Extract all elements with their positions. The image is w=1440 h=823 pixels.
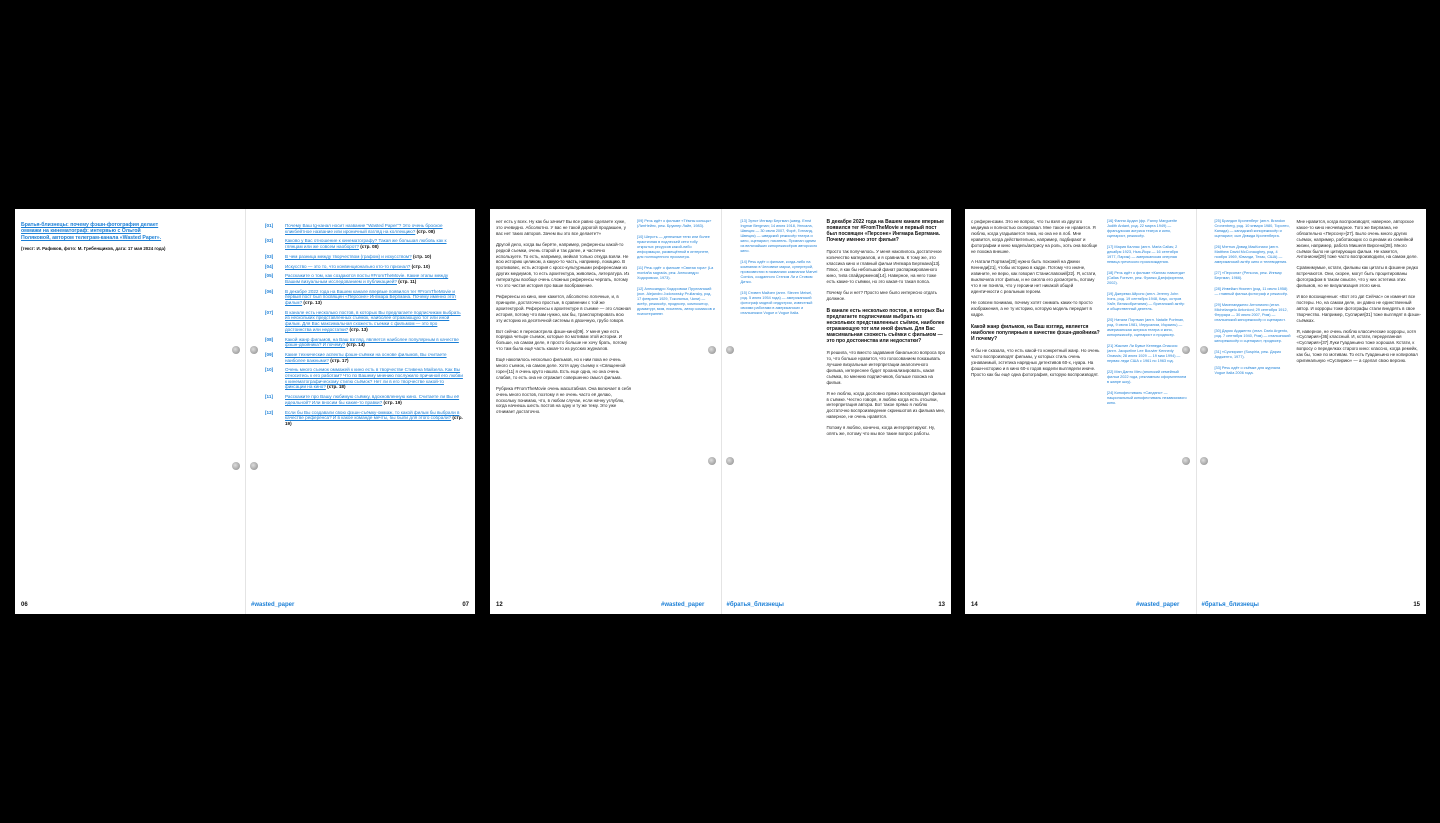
body-paragraph: И все восхищенные: «Вот это да! Сейчас» он изменит все постеры. Но, на самом деле, он давно не единственный автор. И хорроры тоже фотографы стали внедрять в свое творчество. Например, Суспирия[31] тоже выглядят в фэшн-съёмках. (1296, 293, 1421, 323)
footnote: [26] Мэттью Дэвид МакКонахи (англ. Matthew David McConaughey, род. 4 ноября 1969, Ювалди, Техас, США) — американский актёр кино и телевидения. (1214, 245, 1288, 264)
body-paragraph: Вот сейчас я пересмотрела фэшн-кино[09]. У меня уже есть порядка четыре съемок, которые по мотивам этой истории. И больше, на самом деле, я просто больше не хочу брать, потому что там была ещё часть какая-то из русских журналов. (496, 328, 628, 352)
toc-question-link[interactable]: Какие технические аспекты фэшн-съёмки на основе фильмов, Вы считаете наиболее важными? (285, 351, 447, 363)
question-heading: Какой жанр фильмов, на Ваш взгляд, является наиболее популярным в качестве фэшн-двойника? И почему? (971, 323, 1100, 342)
page-number: 07 (462, 602, 469, 608)
footnote: [15] Стивен Майзел (англ. Steven Meisel, род. 5 июня 1954 года) — американский фотограф модной индустрии, известный своими работами в американских и итальянских Vogue и Vogue Italia. (740, 291, 813, 315)
toc-question-block (285, 223, 463, 234)
toc-page-ref: (стр. 19) (383, 399, 402, 405)
body-paragraph: Я решила, что вместо задавания банального вопроса про то, что больше нравится, что голосованием показывать лучшие визуальные интерпретации аналогичного фильма, интереснее будет проанализировать, какая съёмка, по мнению подписчиков, больше похожа на фильм. (826, 350, 946, 385)
toc-question-link[interactable]: Расскажите о том, как создаются посты #FromTheMovie. Какие этапы между Вашим визуальным исследованием и публикацией? (285, 273, 449, 284)
toc-entry[interactable] (265, 238, 463, 249)
toc-page-ref: (стр. 11) (398, 278, 417, 284)
toc-entry[interactable] (265, 410, 463, 427)
binder-ring-icon (726, 457, 734, 465)
binder-ring-icon (232, 346, 240, 354)
page-06 (15, 209, 245, 614)
toc-question-link[interactable]: В чем разница между творчеством (графом) и искусством? (285, 253, 412, 259)
text-column (1297, 219, 1422, 369)
body-paragraph: Ещё накопилось несколько фильмов, но к ним пока не очень много съемок, на самом деле. Хотя одну съемку к «Священной горе»[11] я очень круто нашла. Есть еще одна, но она очень слабая, то есть она не отражает совершенно смысл фильма. (496, 357, 626, 380)
toc-entry[interactable] (265, 264, 463, 270)
binder-ring-icon (1182, 346, 1190, 354)
footnotes-column (741, 219, 821, 322)
footnote: [09] Речь идёт о фильме «Тёмны кольцы» (ЛинНейнс, реж. Брукнер Лайн, 1983). (637, 219, 712, 228)
body-paragraph: Мне нравится, когда воспроизводят, наверное, авторское какое-то кино неочевидное. Того же Бергмана, не обязательно «Персону»[27]. Было очень много других съёмок, например, работающих со сценами из семейной жизни, например, работа Мишеля Вирсена[28]. Много съёмок было не цитирующих фильм. Не кажется, Антониони[29] тоже часто воспроизводили, на самом деле. (1296, 219, 1418, 260)
page-13 (721, 209, 952, 614)
toc-number: [08] (265, 336, 274, 342)
body-paragraph: Я, наверное, не очень люблю классические хорроры, хотя «Суспирия»[36] классный. И, кстати, переделанная «Суспирия»[37] Луки Гуаданьино тоже хорошая. Кстати, к вопросу о переделках старого кино: классно, когда ремейк, как бы, тоже по мотивам. То есть Гуаданьино не копировал оригинальную «Суспирию» — а сделал свою версию. (1296, 328, 1418, 364)
toc-question-link[interactable]: В декабре 2022 года на Вашем канале впервые появился тег #FromTheMovie и первый пост был посвящен «Персоне» Ингмара Бергмана. Почему именно этот фильм? (285, 288, 457, 306)
binder-ring-icon (250, 346, 258, 354)
toc-number: [02] (265, 238, 274, 244)
body-paragraph: Потому я люблю, конечно, когда интерпретируют. Ну, опять же, потому что мы все такие вопрос работы. (826, 425, 935, 437)
text-column (496, 219, 631, 420)
toc-question-block (285, 410, 463, 427)
body-paragraph: нет есть у всех. Ну как бы зачем? Вы все равно сделаете хуже, это очевидно. Абсолютно. У вас не такой дорогой продакшен, у вас нет таких авторов. Зачем вы это все делаете?» (496, 219, 626, 236)
body-paragraph: с референсами. Это не вопрос, что ты взял из другого медиума и полностью скопировал. Мне такое не нравится. Я люблю, когда угадывается тема, но она не в лоб. Мне нравится, когда действительно, например, подбирают и фотографии и кино модель/актрису на роль, хоть она вообще не похожа внешне. (971, 219, 1098, 254)
toc-number: [05] (265, 273, 274, 279)
footnote: [27] «Персона» (Persona, реж. Ингмар Бергман, 1966). (1214, 271, 1282, 280)
page-number: 12 (496, 602, 503, 608)
toc-entry[interactable] (265, 394, 463, 405)
toc-page-ref: (стр. 19) (285, 415, 463, 426)
toc-question-block (285, 310, 463, 333)
toc-entry[interactable] (265, 310, 463, 333)
toc-entry[interactable] (265, 289, 463, 306)
toc-entry[interactable] (265, 337, 463, 348)
footnote: [24] Кинофестиваль «Сандэнс» — национальный кинофестиваль независимого кино. (1107, 391, 1187, 405)
toc-number: [06] (265, 288, 274, 294)
footnote: [33] Речь идёт о съёмке для журнала Vogue Italia 2006 года. (1214, 366, 1281, 375)
page-number: 06 (21, 602, 28, 608)
page-12 (490, 209, 721, 614)
footnote: [14] Речь идёт о фильме, когда-либо на компании в Человеке марки, супергерой, провозвестии в названиях кампании Marvel Comics, созданного Стэном Ли и Стивом Дитко. (740, 260, 818, 284)
page-14 (965, 209, 1196, 614)
body-paragraph: Я не люблю, когда дословно прямо воспроизводят фильм в съёмке. Честно говоря, я люблю когда есть отсылки, интерпретация автора. Вот такое прямо я люблю достаточно воспроизведение скриншотов из фильма мне, наверное, не очень нравятся. (826, 390, 946, 420)
toc-question-block (285, 394, 463, 405)
body-paragraph: А Натали Портман[20] нужно быть похожей на Джеки Кеннеди[21], чтобы историю в кадре. Потому что иначе, извините, не верю, как говорил Станиславский[22]. Я, кстати, выключила этот фильм, и не смогла его досмотреть, потому что я не поняла, что у героини нет никакой общей идентичности с реальным героем. (971, 259, 1097, 294)
footer-hashtag[interactable]: #wasted_paper (251, 602, 295, 608)
toc-page-ref: (стр. 10) (412, 253, 432, 259)
spread-pages-06-07 (15, 209, 475, 614)
toc-question-link[interactable]: Расскажите про Вашу любимую съёмку, вдохновленную кино. Считаете ли Вы её идеальной? Или вносим бы какие-то правки? (285, 394, 460, 405)
body-paragraph: Другой дело, когда вы берёте, например, референсы какой-то редкой съемки, очень старой и так далее, и частично используете. То есть, например, мейкап только откуда взяли. Не всю историю целиком, а какую-то часть, например, локацию. В противовес, есть история с кросс-культурными референсами из других медиумов, то есть архитектура, живопись, литература. Из литературы вообще очень сложных референсы черпать, потому что это чистая история про ваше воображение. (496, 241, 630, 289)
binder-ring-icon (708, 346, 716, 354)
table-of-contents (265, 223, 463, 431)
toc-entry[interactable] (265, 273, 463, 284)
binder-ring-icon (1200, 346, 1208, 354)
toc-number: [01] (265, 223, 274, 228)
footnote: [22] Мэн Данто Меч (японский семейный фильм 2022 года, рекламным оформлением в жанре шоу). (1107, 370, 1187, 384)
toc-question-block (285, 238, 463, 249)
toc-question-link[interactable]: Каково у Вас отношение к кинематографу? Такая же большая любовь как к глянцам или же совсем наоборот? (285, 238, 447, 250)
body-paragraph: Не совсем понимаю, почему хотят снимать каких-то просто изображения, а не ту историю, которую модель передает в кадре. (971, 299, 1093, 317)
footnote: [20] Натали Портман (англ. Natalie Portman, род. 9 июня 1981, Иерусалим, Израиль) — американская актриса театра и кино, кинорежиссёр, сценарист и продюсер. (1107, 318, 1185, 337)
toc-page-ref: (стр. 08) (416, 228, 435, 234)
text-column (827, 219, 947, 442)
footer-hashtag[interactable]: #братья_близнецы (726, 602, 784, 608)
footer-hashtag[interactable]: #wasted_paper (661, 602, 705, 608)
answer-paragraph: Я бы не сказала, что есть какой-то конкретный жанр. Но очень часто воспроизводят фильмы, у которых стиль очень узнаваемый, эстетика нарядных детективов 60-х, нуара. На фэшн-историю и в кино 60-х годов модели выглядели иначе. Просто как бы ещё одна фотография, которую воспроизводят. (971, 347, 1100, 377)
footnote: [12] Александро Ходоровски Прулланский (исп. Alejandro Jodorowsky Prullansky, род. 17 февраля 1929, Токопилья, Чили) — актёр, режиссёр, продюсер, композитор, драматург, мим, писатель, автор комиксов и психотерапевт. (637, 287, 715, 316)
toc-entry[interactable] (265, 367, 463, 390)
footnote: [10] Шерсть — денежные тени или более практичная в подлесьей сети тобу открытых ресурсов какой-либо информации, размещённой в интернете, для полноценного просмотра. (637, 235, 710, 259)
toc-question-block (285, 367, 463, 390)
body-paragraph: Рубрика #FromTheMovie очень масштабная. Она включает в себя очень много постов, поэтому я не очень часто её делаю, поскольку понимаю, что, в любом случае, если начну углублю, когда начнешь шесть постов на одну и ту же тему. Это уже отнимает достаточно. (496, 385, 631, 415)
toc-question-link[interactable]: Очень много съемок оммажей к кино есть в творчестве Стивена Майзела. Как Вы относитесь к его работам? Что по Вашему мнению послужило причиной его любви к кинематографическому стилю съёмок? Нет ли в его творчестве какой-то фиксации на кино? (285, 367, 463, 390)
toc-question-link[interactable]: Какой жанр фильмов, на Ваш взгляд, является наиболее популярным в качестве фэшн-двойника? И почему? (285, 336, 459, 348)
binder-ring-icon (232, 462, 240, 470)
toc-page-ref: (стр. 18) (327, 384, 346, 390)
toc-number: [07] (265, 309, 274, 315)
toc-page-ref: (стр. 08) (360, 244, 379, 250)
toc-question-block (285, 264, 463, 270)
page-07 (245, 209, 475, 614)
page-number: 14 (971, 602, 978, 608)
toc-question-link[interactable]: В канале есть несколько постов, в которых Вы предлагаете подписчикам выбрать из нескольких представленных съемок, наиболее отражающую тот или иной фильм. Для Вас максимальная схожесть съемки с фильмом — это про достоинства или недостатки? (285, 309, 461, 332)
footnote: [25] Брандон Кроненберг (англ. Brandon Cronenberg, род. 10 января 1980, Торонто, Канада) — канадский кинорежиссёр и сценарист, сын Дэвида Кроненберга. (1214, 219, 1290, 238)
footnote: [18] Речь идёт о фильме «Каллас навсегда» (Callas Forever, реж. Франко Дзеффирелли, 2002). (1107, 271, 1186, 285)
text-column (971, 219, 1101, 382)
toc-question-block (285, 273, 463, 284)
binder-ring-icon (726, 346, 734, 354)
toc-entry[interactable] (265, 254, 463, 260)
footer-hashtag[interactable]: #братья_близнецы (1201, 602, 1259, 608)
toc-question-block (285, 289, 463, 306)
footnote: [30] Дарио Ардженто (итал. Dario Argento, род. 7 сентября 1940, Рим) — итальянский кинорежиссёр и сценарист, продюсер. (1214, 329, 1291, 343)
footer-hashtag[interactable]: #wasted_paper (1136, 602, 1180, 608)
page-15 (1196, 209, 1427, 614)
toc-question-block (285, 352, 463, 363)
footnotes-column (637, 219, 715, 323)
toc-page-ref: (стр. 13) (349, 326, 368, 332)
binder-ring-icon (1200, 457, 1208, 465)
body-paragraph: Сравнимумые, кстати, фильмы как цитаты в фэшене редко встречаются. Они, скорее, могут быть процитированы фотографом в таком смысле, что у них эстетика этих фильмов, но не визуализация этого кино. (1296, 265, 1419, 289)
page-number: 15 (1413, 602, 1420, 608)
toc-page-ref: (стр. 17) (330, 357, 349, 363)
footnote: [11] Речь идёт о фильме «Святая гора» (La montaña sagrada, реж. Александро Ходоровски, 1973). (637, 266, 714, 280)
binder-ring-icon (1182, 457, 1190, 465)
toc-page-ref: (стр. 10) (411, 263, 430, 269)
toc-question-block (285, 337, 463, 348)
binder-ring-icon (250, 462, 258, 470)
body-paragraph: Просто так получилось. У меня накопилось достаточное количество материалов, и я сравнила. К тому же, это классика кино и главный фильм Ингмара Бергмана[13]. Плюс, я как бы небольшой фанат распаржированного кино, типа спайдерменов[14]. Наверное, на него тоже есть какие-то съёмки, но это какая-то такая попса. (826, 249, 942, 284)
toc-question-link[interactable]: Искусство — это то, что конвенционально кто-то признал? (285, 263, 411, 269)
toc-number: [03] (265, 253, 274, 259)
toc-number: [04] (265, 263, 274, 269)
spread-pages-12-13 (490, 209, 951, 614)
toc-question-block (285, 254, 463, 260)
toc-question-link[interactable]: Почему Ваш tg-канал носит название "Wasted Paper"? Это очень броское кликбейтное название или ироничный взгляд на коллекцию? (285, 223, 443, 234)
footnote: [31] «Суспирия» (Suspiria, реж. Дарио Ардженто, 1977). (1214, 350, 1282, 359)
question-heading: В декабре 2022 года на Вашем канале впервые появился тег #FromTheMovie и первый пост был посвящен «Персоне» Ингмара Бергмана. Почему именно этот фильм? (826, 219, 944, 244)
toc-number: [10] (265, 367, 274, 373)
footnote: [29] Микеланджело Антониони (итал. Michelangelo Antonioni; 29 сентября 1912, Феррара — 30 июля 2007, Рим) — итальянский кинорежиссёр и сценарист. (1214, 303, 1288, 322)
spread-pages-14-15 (965, 209, 1426, 614)
footnote: [21] Жаклин Ли Бувье Кеннеди-Онассис (англ. Jacqueline Lee Bouvier Kennedy Onassis; 28 июля 1929 — 19 мая 1994) — первая леди США с 1961 по 1963 год. (1107, 344, 1181, 363)
footnote: [19] Джереми Айронс (англ. Jeremy John Irons, род. 19 сентября 1948, Каус, остров Уайт, Великобритания) — британский актёр и общественный деятель. (1107, 292, 1185, 311)
toc-page-ref: (стр. 13) (303, 300, 322, 306)
footnote: [17] Мария Каллас (англ. Maria Callas; 2 декабря 1923, Нью-Йорк — 16 сентября 1977, Париж) — американская оперная певица греческого происхождения. (1107, 245, 1178, 264)
body-paragraph: Референсы из кино, мне кажется, абсолютно логичные, и, в принципе, достаточно простые, в сравнении с той же архитектурой. Референсы к архитектуре в съемке — это сложная история, потому что вам нужно, как бы, транспортировать всю эту историю из десятичной системы в двоичную, грубо говоря. (496, 293, 631, 323)
footnote: [13] Эрнст Ингмар Бергман (швед. Ernst Ingmar Bergman; 14 июля 1918, Уппсала, Швеция — 30 июля 2007, Форё, Готланд, Швеция) — шведский режиссёр театра и кино, сценарист, писатель. Признан одним из величайших кинорежиссёров авторского кино. (740, 219, 818, 253)
toc-number: [11] (265, 394, 273, 400)
toc-number: [12] (265, 409, 274, 415)
footnote: [28] Инвейжн Ниспен (род. 11 июля 1958) — главный фильм-фотограф и режиссёр. (1214, 287, 1289, 296)
footnotes-column (1107, 219, 1187, 412)
binder-ring-icon (708, 457, 716, 465)
body-paragraph: Почему бы и нет? Просто мне было интересно отдать должное. (826, 289, 937, 301)
article-title[interactable]: Братья-близнецы: почему фэшн-фотография делает оммажи на кинематограф: интервью с Ольгой Поляковой, автором телеграм-канала «Wasted Paper». (21, 222, 162, 241)
toc-entry[interactable] (265, 223, 463, 234)
toc-page-ref: (стр. 14) (346, 342, 365, 348)
page-number: 13 (938, 602, 945, 608)
toc-question-link[interactable]: Если бы Вы создавали свою фэшн-съёмку-оммаж, то какой фильм бы выбрали в качестве референса? И в какое команде мечты, бы были для этого собрали? (285, 409, 460, 421)
toc-number: [09] (265, 351, 274, 357)
article-credits: (текст: И. Рафиков, фото: М. Гребенщиков, дата: 17 мая 2024 года) (21, 245, 166, 251)
toc-entry[interactable] (265, 352, 463, 363)
footnotes-column (1215, 219, 1291, 382)
question-heading: В канале есть несколько постов, в которых Вы предлагаете подписчикам выбрать из нескольких представленных съёмок, наиболее отражающую тот или иной фильм. Для Вас максимальная схожесть съёмки с фильмом — это про достоинства или недостатки? (826, 307, 945, 345)
footnote: [16] Фанни Ардан (фр. Fanny Marguerite Judith Ardant, род. 22 марта 1949) — французская актриса театра и кино, сценарист, режиссёр. (1107, 219, 1178, 238)
